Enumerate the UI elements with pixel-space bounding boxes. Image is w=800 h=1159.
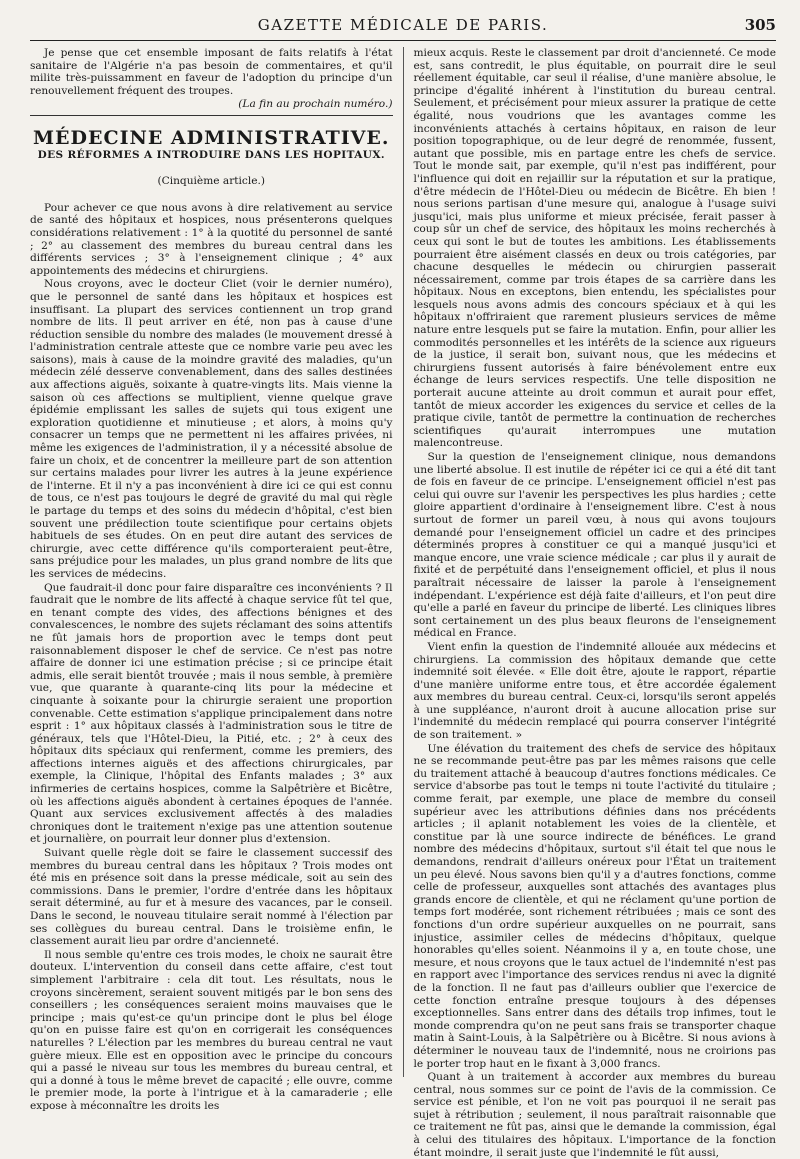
section-rule (30, 115, 393, 116)
body-paragraph: Quant à un traitement à accorder aux membres du bureau central, nous sommes sur ce point de l'avis de la commission. Ce service est pénible, et l'on ne voit pas pourquoi il ne serait pas sujet à rétribution ; seulement, il nous paraîtrait raisonnable que ce traitement ne fût pas, ainsi que le demande la commission, égal à celui des titulaires des hôpitaux. L'importance de la fonction étant moindre, il serait juste que l'indemnité le fût aussi, (413, 1071, 776, 1159)
body-paragraph: Sur la question de l'enseignement clinique, nous demandons une liberté absolue. Il est inutile de répéter ici ce qui a été dit tant de fois en faveur de ce principe. L'enseignement officiel n'est pas celui qui ouvre sur l'avenir les perspectives les plus hardies ; cette gloire appartient d'ordinaire à l'enseignement libre. C'est à nous surtout de former un pareil vœu, à nous qui avons toujours demandé pour l'enseignement officiel un cadre et des principes déterminés propres à constituer ce qui a manqué jusqu'ici et manque encore, une vraie science médicale ; car plus il y aurait de fixité et de perpétuité dans l'enseignement officiel, et plus il nous paraîtrait nécessaire de laisser la parole à l'enseignement indépendant. L'expérience est déjà faite d'ailleurs, et l'on peut dire qu'elle a parlé en faveur du principe de liberté. Les cliniques libres sont certainement un des plus beaux fleurons de l'enseignement médical en France. (413, 451, 776, 640)
body-paragraph: mieux acquis. Reste le classement par droit d'ancienneté. Ce mode est, sans contredit, le plus équitable, on pourrait dire le seul réellement équitable, car seul il réalise, d'une manière absolue, le principe d'égalité inhérent à l'institution du bureau central. Seulement, et précisément pour mieux assurer la pratique de cette égalité, nous voudrions que les avantages comme les inconvénients attachés à certains hôpitaux, en raison de leur position topographique, ou de leur degré de renommée, fussent, autant que possible, mis en partage entre les chefs de service. Tout le monde sait, par exemple, qu'il n'est pas indifférent, pour l'influence qui doit en rejaillir sur la réputation et sur la pratique, d'être médecin de l'Hôtel-Dieu ou médecin de Bicêtre. Eh bien ! nous serions partisan d'une mesure qui, analogue à l'usage suivi jusqu'ici, mais plus uniforme et mieux précisée, ferait passer à coup sûr un chef de service, des hôpitaux les moins recherchés à ceux qui sont le but de toutes les ambitions. Les établissements pourraient être aisément classés en deux ou trois catégories, par chacune desquelles le médecin ou chirurgien passerait nécessairement, comme par trois étapes de sa carrière dans les hôpitaux. Nous en exceptons, bien entendu, les spécialistes pour lesquels nous avons admis des concours spéciaux et à qui les hôpitaux n'offriraient que rarement plusieurs services de même nature entre lesquels put se faire la mutation. Enfin, pour allier les commodités personnelles et les intérêts de la science aux rigueurs de la justice, il serait bon, suivant nous, que les médecins et chirurgiens fussent autorisés à faire bénévolement entre eux échange de leurs services respectifs. Une telle disposition ne porterait aucune atteinte au droit commun et aurait pour effet, tantôt de mieux accorder les exigences du service et celles de la pratique civile, tantôt de permettre la continuation de recherches scientifiques qu'aurait interrompues une mutation malencontreuse. (413, 47, 776, 450)
page-number: 305 (744, 16, 776, 34)
body-paragraph: Vient enfin la question de l'indemnité allouée aux médecins et chirurgiens. La commission des hôpitaux demande que cette indemnité soit élevée. « Elle doit être, ajoute le rapport, répartie d'une manière uniforme entre tous, et être accordée également aux membres du bureau central. Ceux-ci, lorsqu'ils seront appelés à une suppléance, n'auront droit à aucune allocation prise sur l'indemnité du médecin remplacé qui pourra conserver l'intégrité de son traitement. » (413, 640, 776, 742)
journal-title: GAZETTE MÉDICALE DE PARIS. (257, 16, 549, 34)
body-paragraph: Il nous semble qu'entre ces trois modes, le choix ne saurait être douteux. L'intervention du conseil dans cette affaire, c'est tout simplement l'arbitraire : cela dit tout. Les résultats, nous le croyons sincèrement, seraient souvent mitigés par le bon sens des conseillers ; les conséquences seraient moins mauvaises que le principe ; mais qu'est-ce qu'un principe dont le plus bel éloge qu'on en puisse faire est qu'on en corrigerait les conséquences naturelles ? L'élection par les membres du bureau central ne vaut guère mieux. Elle est en opposition avec le principe du concours qui a passé le niveau sur tous les membres du bureau central, et qui a donné à tous le même brevet de capacité ; elle ouvre, comme le premier mode, la porte à l'intrigue et à la camaraderie ; elle expose à méconnaître les droits les (30, 948, 393, 1112)
article-label: (Cinquième article.) (157, 175, 265, 188)
intro-paragraph: Je pense que cet ensemble imposant de faits relatifs à l'état sanitaire de l'Algérie n'a pas besoin de commentaires, et qu'il milite très-puissamment en faveur de l'adoption du principe d'un renouvellement fréquent des troupes. (30, 47, 393, 97)
continuation-note: (La fin au prochain numéro.) (238, 98, 393, 111)
body-paragraph: Pour achever ce que nous avons à dire relativement au service de santé des hôpitaux et hospices, nous présenterons quelques considérations relativement : 1° à la quotité du personnel de santé ; 2° au classement des membres du bureau central dans les différents services ; 3° à l'enseignement clinique ; 4° aux appointements des médecins et chirurgiens. (30, 201, 393, 277)
right-column (413, 47, 776, 1159)
left-column (30, 47, 393, 1112)
body-paragraph: Que faudrait-il donc pour faire disparaître ces inconvénients ? Il faudrait que le nombre de lits affecté à chaque service fût tel que, en tenant compte des vides, des affections bénignes et des convalescences, le nombre des sujets réclamant des soins attentifs ne fût jamais hors de proportion avec le temps dont peut raisonnablement disposer le chef de service. Ce n'est pas notre affaire de donner ici une estimation précise ; si ce principe était admis, elle serait bientôt trouvée ; mais il nous semble, à première vue, que quarante à quarante-cinq lits pour la médecine et cinquante à soixante pour la chirurgie seraient une proportion convenable. Cette estimation s'applique principalement dans notre esprit : 1° aux hôpitaux classés à l'administration sous le titre de généraux, tels que l'Hôtel-Dieu, la Pitié, etc. ; 2° à ceux des hôpitaux dits spéciaux qui renferment, comme les premiers, des affections internes aiguës et des affections chirurgicales, par exemple, la Clinique, l'hôpital des Enfants malades ; 3° aux infirmeries de certains hospices, comme la Salpêtrière et Bicêtre, où les affections aiguës abondent à certaines époques de l'année. Quant aux services exclusivement affectés à des maladies chroniques dont le traitement n'exige pas une attention soutenue et journalière, on pourrait leur donner plus d'extension. (30, 581, 393, 846)
section-title: MÉDECINE ADMINISTRATIVE. (32, 126, 390, 149)
running-header (30, 10, 776, 41)
text-columns (30, 47, 776, 1159)
body-paragraph: Une élévation du traitement des chefs de service des hôpitaux ne se recommande peut-être pas par les mêmes raisons que celle du traitement attaché à beaucoup d'autres fonctions médicales. Ce service d'absorbe pas tout le temps ni toute l'activité du titulaire ; comme ferait, par exemple, une place de membre du conseil supérieur avec les attributions définies dans nos précédents articles ; il aplanit notablement les voies de la clientèle, et constitue par là une source indirecte de bénéfices. Le grand nombre des médecins d'hôpitaux, surtout s'il était tel que nous le demandons, rendrait d'ailleurs onéreux pour l'État un traitement un peu élevé. Nous savons bien qu'il y a d'autres fonctions, comme celle de professeur, auxquelles sont attachés des avantages plus grands encore de clientèle, et qui ne réclament qu'une portion de temps fort modérée, sont richement rétribuées ; mais ce sont des fonctions d'un ordre supérieur auxquelles on ne pourrait, sans injustice, assimiler celles de médecins d'hôpitaux, quelque honorables qu'elles soient. Néanmoins il y a, en toute chose, une mesure, et nous croyons que le taux actuel de l'indemnité n'est pas en rapport avec l'importance des services rendus ni avec la dignité de la fonction. Il ne faut pas d'ailleurs oublier que l'exercice de cette fonction entraîne presque toujours à des dépenses exceptionnelles. Sans entrer dans des détails trop infimes, tout le monde comprendra qu'on ne peut sans frais se transporter chaque matin à Saint-Louis, à la Salpêtrière ou à Bicêtre. Si nous avions à déterminer le nouveau taux de l'indemnité, nous ne croirions pas le porter trop haut en le fixant à 3,000 francs. (413, 742, 776, 1070)
body-paragraph: Suivant quelle règle doit se faire le classement successif des membres du bureau central dans les hôpitaux ? Trois modes ont été mis en présence soit dans la presse médicale, soit au sein des commissions. Dans le premier, l'ordre d'entrée dans les hôpitaux serait déterminé, au fur et à mesure des vacances, par le conseil. Dans le second, le nouveau titulaire serait nommé à l'élection par ses collègues du bureau central. Dans le troisième enfin, le classement aurait lieu par ordre d'ancienneté. (30, 847, 393, 948)
body-paragraph: Nous croyons, avec le docteur Cliet (voir le dernier numéro), que le personnel de santé dans les hôpitaux et hospices est insuffisant. La plupart des services contiennent un trop grand nombre de lits. Il peut arriver en été, non pas à cause d'une réduction sensible du nombre des malades (le mouvement dressé à l'administration centrale atteste que ce nombre varie peu avec les saisons), mais à cause de la moindre gravité des maladies, qu'un médecin zélé desserve convenablement, dans des salles destinées aux affections aiguës, soixante à quatre-vingts lits. Mais vienne la saison où ces affections se multiplient, vienne quelque grave épidémie emplissant les salles de sujets qui tous exigent une exploration quotidienne et minutieuse ; et alors, à moins qu'y consacrer un temps que ne permettent ni les affaires privées, ni même les exigences de l'administration, il y a nécessité absolue de faire un choix, et de concentrer la meilleure part de son attention sur certains malades pour livrer les autres à la jeune expérience de l'interne. Et il n'y a pas inconvénient à dire ici ce qui est connu de tous, ce n'est pas toujours le degré de gravité du mal qui règle le partage du temps et des soins du médecin d'hôpital, c'est bien souvent une prédilection toute scientifique pour certains objets habituels de ses études. On en peut dire autant des services de chirurgie, avec cette différence qu'ils comporteraient peut-être, sans préjudice pour les malades, un plus grand nombre de lits que les services de médecins. (30, 278, 393, 580)
section-subtitle: DES RÉFORMES A INTRODUIRE DANS LES HOPITAUX. (37, 148, 385, 161)
column-divider (403, 47, 404, 1077)
